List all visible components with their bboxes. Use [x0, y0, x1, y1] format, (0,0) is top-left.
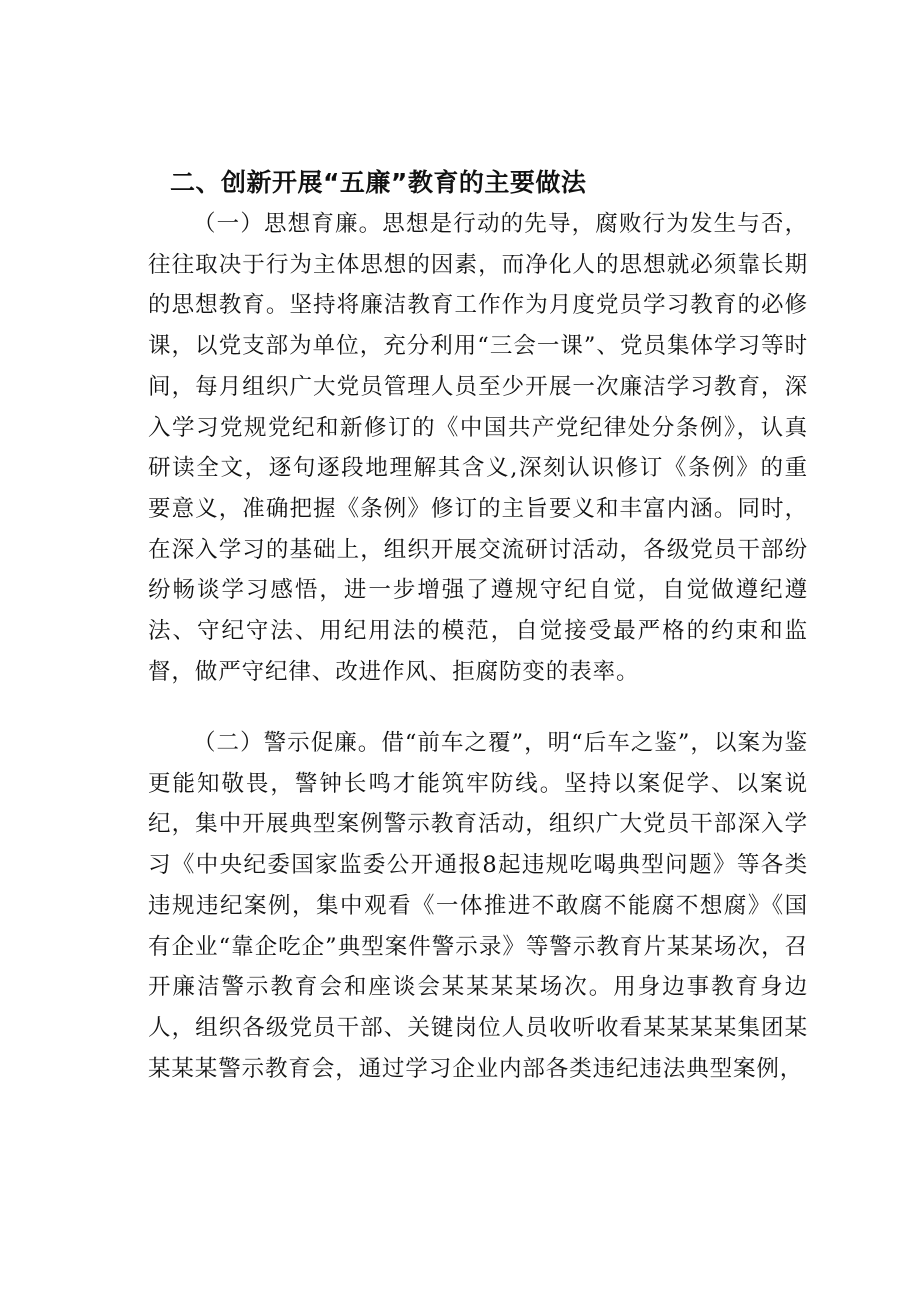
section-heading: 二、创新开展“五廉”教育的主要做法 — [170, 168, 587, 197]
paragraph-warning-integrity: （二）警示促廉。借“前车之覆”，明“后车之鉴”，以案为鉴更能知敬畏，警钟长鸣才能筑牢防线。坚持以案促学、以案说纪，集中开展典型案例警示教育活动，组织广大党员干部深入学习《中央纪委国家监委公开通报8起违规吃喝典型问题》等各类违规违纪案例，集中观看《一体推进不敢腐不能腐不想腐》《国有企业“靠企吃企”典型案件警示录》等警示教育片某某场次，召开廉洁警示教育会和座谈会某某某某场次。用身边事教育身边人，组织各级党员干部、关键岗位人员收听收看某某某某集团某某某某警示教育会，通过学习企业内部各类违纪违法典型案例， — [148, 730, 808, 1082]
paragraph-ideological-integrity: （一）思想育廉。思想是行动的先导，腐败行为发生与否，往往取决于行为主体思想的因素，而净化人的思想就必须靠长期的思想教育。坚持将廉洁教育工作作为月度党员学习教育的必修课，以党支部为单位，充分利用“三会一课”、党员集体学习等时间，每月组织广大党员管理人员至少开展一次廉洁学习教育，深入学习党规党纪和新修订的《中国共产党纪律处分条例》，认真研读全文，逐句逐段地理解其含义,深刻认识修订《条例》的重要意义，准确把握《条例》修订的主旨要义和丰富内涵。同时，在深入学习的基础上，组织开展交流研讨活动，各级党员干部纷纷畅谈学习感悟，进一步增强了遵规守纪自觉，自觉做遵纪遵法、守纪守法、用纪用法的模范，自觉接受最严格的约束和监督，做严守纪律、改进作风、拒腐防变的表率。 — [148, 211, 808, 685]
